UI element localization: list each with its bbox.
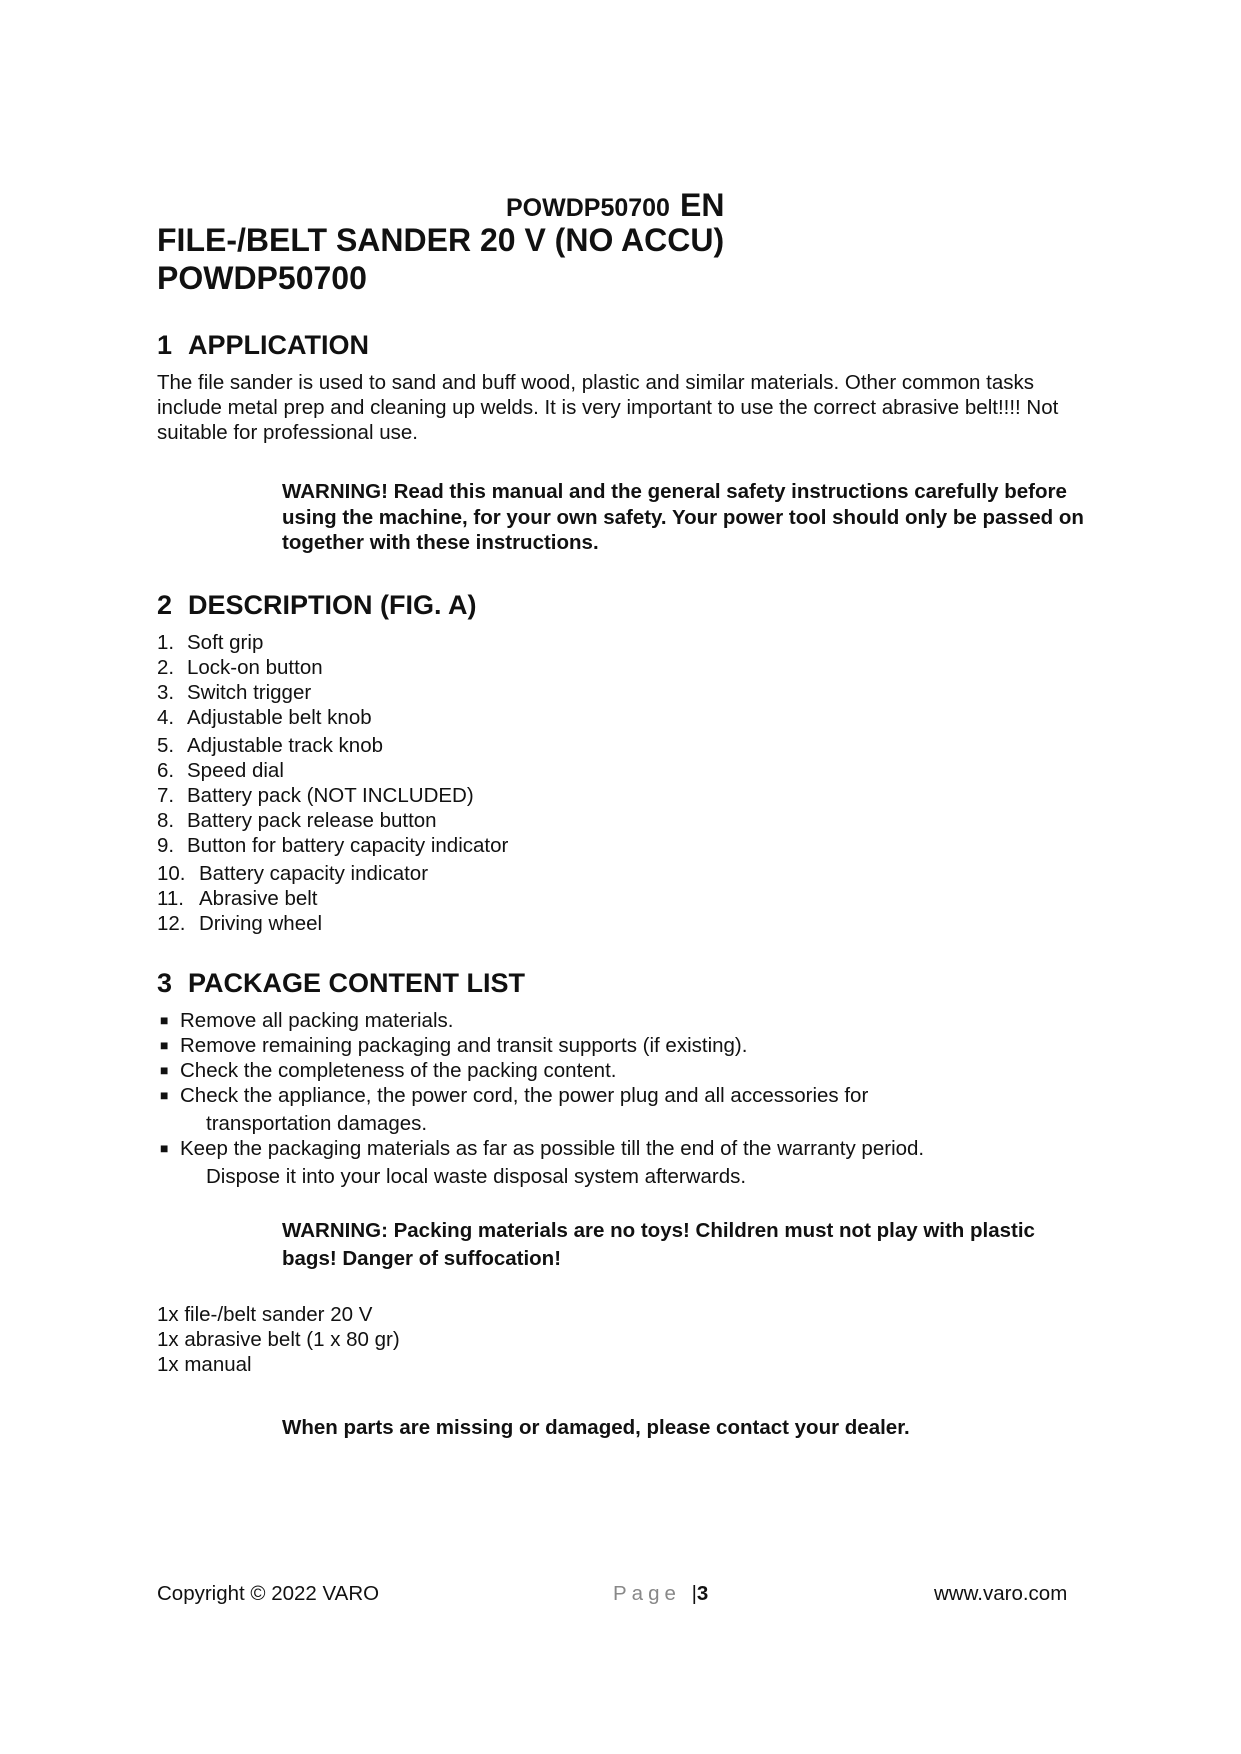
- list-item: 6. Speed dial: [157, 759, 284, 782]
- package-contents: [157, 1302, 400, 1377]
- page-label: Page: [613, 1582, 681, 1605]
- list-item: 7. Battery pack (NOT INCLUDED): [157, 784, 474, 807]
- document-title: FILE-/BELT SANDER 20 V (NO ACCU): [157, 222, 725, 258]
- section-heading-package-content: [157, 968, 525, 999]
- list-item: 1x abrasive belt (1 x 80 gr): [157, 1328, 400, 1351]
- footer-page-indicator: [613, 1582, 708, 1606]
- bullet-icon: ■: [160, 1140, 169, 1156]
- list-item: ■ Check the completeness of the packing content.: [160, 1059, 617, 1082]
- language-code: EN: [679, 187, 725, 223]
- page-number: 3: [696, 1582, 709, 1605]
- list-item: 5. Adjustable track knob: [157, 734, 384, 757]
- list-item: ■ Keep the packaging materials as far as possible till the end of the warranty period. Dispose it into your local waste disposal system afterwards.: [160, 1137, 925, 1188]
- section-number: 3: [157, 968, 173, 998]
- list-item: 11. Abrasive belt: [157, 887, 318, 910]
- footer-website: www.varo.com: [934, 1582, 1068, 1605]
- bullet-icon: ■: [160, 1012, 169, 1028]
- section-title: PACKAGE CONTENT LIST: [188, 968, 525, 998]
- list-item: 1. Soft grip: [157, 631, 264, 654]
- list-item: 1x file-/belt sander 20 V: [157, 1303, 373, 1326]
- list-item: ■ Remove remaining packaging and transit supports (if existing).: [160, 1034, 748, 1057]
- application-paragraph: The file sander is used to sand and buff wood, plastic and similar materials. Other common tasks include metal prep and cleaning up welds. It is very important to use the correct abrasive belt!!!! Not suitable for professional use.: [157, 371, 1059, 444]
- unpacking-instructions: [157, 1008, 1157, 1189]
- list-item: 10. Battery capacity indicator: [157, 862, 429, 885]
- list-item: 12. Driving wheel: [157, 912, 323, 935]
- section-number: 2: [157, 590, 173, 620]
- list-item: 1x manual: [157, 1353, 252, 1376]
- list-item: 2. Lock-on button: [157, 656, 323, 679]
- parts-list: [157, 630, 508, 936]
- list-item: 3. Switch trigger: [157, 681, 312, 704]
- packing-warning: WARNING: Packing materials are no toys! Children must not play with plastic bags! Danger of suffocation!: [282, 1219, 1035, 1270]
- section-number: 1: [157, 330, 173, 360]
- list-item: 4. Adjustable belt knob: [157, 706, 372, 729]
- model-code: POWDP50700: [506, 194, 670, 222]
- list-item: 8. Battery pack release button: [157, 809, 437, 832]
- bullet-icon: ■: [160, 1037, 169, 1053]
- bullet-icon: ■: [160, 1062, 169, 1078]
- safety-warning: WARNING! Read this manual and the general safety instructions carefully before using the machine, for your own safety. Your power tool should only be passed on together with these instructions.: [282, 480, 1084, 554]
- section-title: APPLICATION: [188, 330, 369, 360]
- model-header: [506, 187, 724, 224]
- bullet-icon: ■: [160, 1087, 169, 1103]
- missing-parts-note: When parts are missing or damaged, please contact your dealer.: [282, 1416, 910, 1439]
- list-item: ■ Check the appliance, the power cord, the power plug and all accessories for transportation damages.: [160, 1084, 869, 1135]
- section-heading-description: [157, 590, 477, 621]
- document-title-model: POWDP50700: [157, 260, 367, 296]
- page-separator: |: [691, 1582, 697, 1605]
- list-item: ■ Remove all packing materials.: [160, 1009, 454, 1032]
- section-heading-application: [157, 330, 369, 361]
- section-title: DESCRIPTION (FIG. A): [188, 590, 477, 620]
- list-item: 9. Button for battery capacity indicator: [157, 834, 509, 857]
- footer-copyright: Copyright © 2022 VARO: [157, 1582, 380, 1605]
